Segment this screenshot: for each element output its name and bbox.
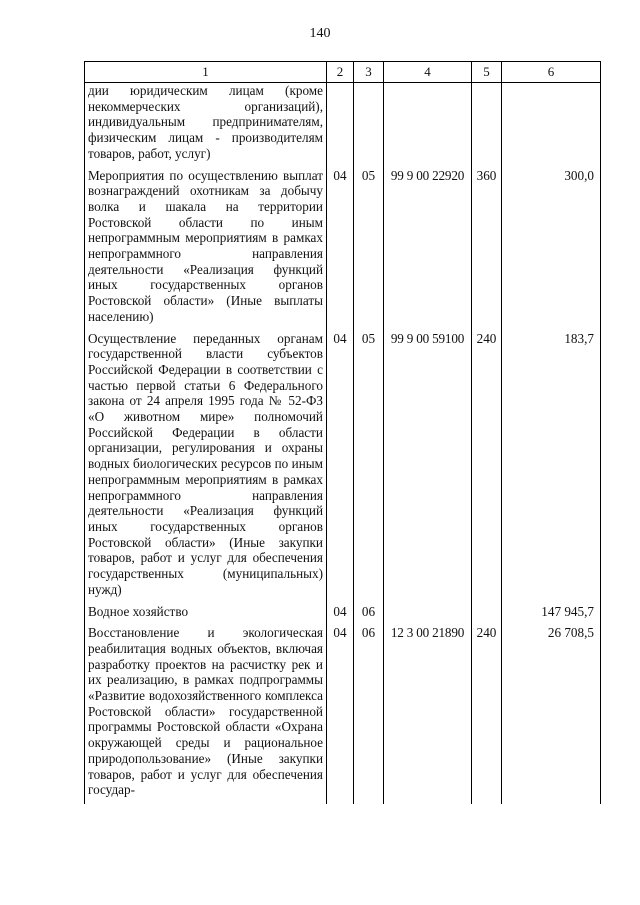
header-col-4: 4 <box>384 62 472 83</box>
header-col-1: 1 <box>85 62 327 83</box>
row-subsection <box>354 83 384 168</box>
row-subsection: 06 <box>354 604 384 626</box>
header-col-6: 6 <box>502 62 601 83</box>
table-row <box>85 83 601 168</box>
row-amount: 183,7 <box>502 331 601 604</box>
row-expense-type: 240 <box>472 331 502 604</box>
row-section: 04 <box>327 625 354 804</box>
row-expense-type: 240 <box>472 625 502 804</box>
table-row <box>85 331 601 604</box>
row-target-article: 99 9 00 22920 <box>384 168 472 331</box>
row-subsection: 05 <box>354 331 384 604</box>
row-amount: 300,0 <box>502 168 601 331</box>
header-col-2: 2 <box>327 62 354 83</box>
table-row <box>85 168 601 331</box>
row-subsection: 05 <box>354 168 384 331</box>
row-subsection: 06 <box>354 625 384 804</box>
row-section: 04 <box>327 168 354 331</box>
row-amount <box>502 83 601 168</box>
row-section <box>327 83 354 168</box>
budget-table <box>84 61 601 804</box>
row-target-article: 99 9 00 59100 <box>384 331 472 604</box>
row-description: Восстановление и экологическая реабилитация водных объектов, включая разработку проектов на расчистку рек и их реализацию, в рамках подпрограммы «Развитие водохозяйственного комплекса Ростовской области» государственной программы Ростовской области «Охрана окружающей среды и рациональное природопользование» (Иные закупки товаров, работ и услуг для обеспечения государ- <box>85 625 327 804</box>
row-description: дии юридическим лицам (кроме некоммерческих организаций), индивидуальным предпринимателям, физическим лицам - производителям товаров, работ, услуг) <box>85 83 327 168</box>
row-description: Водное хозяйство <box>85 604 327 626</box>
row-amount: 147 945,7 <box>502 604 601 626</box>
row-target-article <box>384 604 472 626</box>
row-description: Мероприятия по осуществлению выплат вознаграждений охотникам за добычу волка и шакала на территории Ростовской области по иным непрограммным мероприятиям в рамках непрограммного направления деятельности «Реализация функций иных государственных органов Ростовской области» (Иные выплаты населению) <box>85 168 327 331</box>
row-target-article: 12 3 00 21890 <box>384 625 472 804</box>
row-expense-type: 360 <box>472 168 502 331</box>
page-number: 140 <box>309 26 331 41</box>
header-col-5: 5 <box>472 62 502 83</box>
table-header-row <box>85 62 601 83</box>
row-section: 04 <box>327 331 354 604</box>
row-expense-type <box>472 83 502 168</box>
header-col-3: 3 <box>354 62 384 83</box>
table-row <box>85 604 601 626</box>
row-expense-type <box>472 604 502 626</box>
table-row <box>85 625 601 804</box>
row-target-article <box>384 83 472 168</box>
row-description: Осуществление переданных органам государственной власти субъектов Российской Федерации в соответствии с частью первой статьи 6 Федерального закона от 24 апреля 1995 года № 52-ФЗ «О животном мире» полномочий Российской Федерации в области организации, регулирования и охраны водных биологических ресурсов по иным непрограммным мероприятиям в рамках непрограммного направления деятельности «Реализация функций иных государственных органов Ростовской области» (Иные закупки товаров, работ и услуг для обеспечения государственных (муниципальных) нужд) <box>85 331 327 604</box>
row-amount: 26 708,5 <box>502 625 601 804</box>
row-section: 04 <box>327 604 354 626</box>
